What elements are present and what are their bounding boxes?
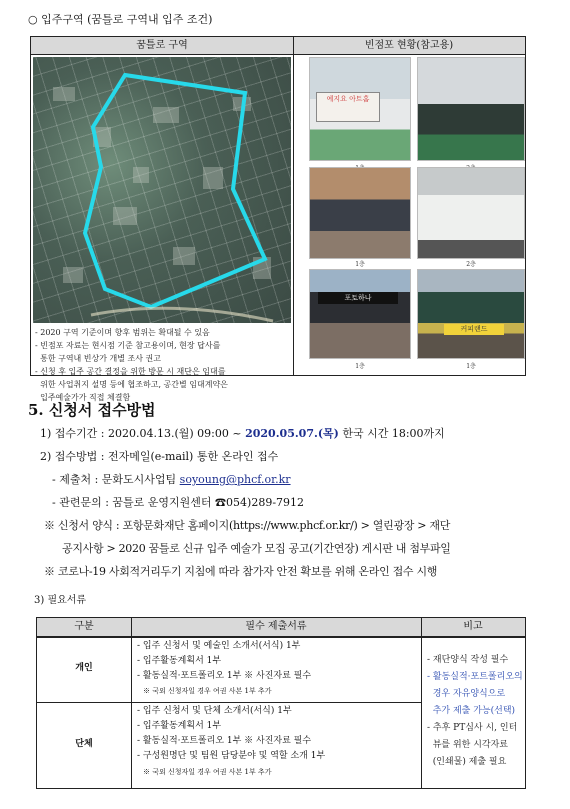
table-divider bbox=[293, 37, 294, 375]
col-divider bbox=[131, 618, 132, 788]
form-note-line1: ※ 신청서 양식 : 포항문화재단 홈페이지(https://www.phcf.or.kr/) > 열린광장 > 재단 bbox=[44, 519, 451, 532]
remark-line: 추가 제출 가능(선택) bbox=[427, 706, 516, 716]
method-line: 2) 접수방법 : 전자메일(e-mail) 통한 온라인 접수 bbox=[40, 450, 279, 463]
remarks-cell bbox=[427, 652, 523, 771]
doc-item: - 입주활동계획서 1부 bbox=[137, 656, 222, 666]
remark-line: - 추후 PT심사 시, 인터 bbox=[427, 723, 518, 733]
col-header-vacant: 빈점포 현황(참고용) bbox=[293, 37, 525, 55]
period-deadline: 2020.05.07.(목) bbox=[245, 427, 339, 440]
note-line: - 2020 구역 기준이며 향후 범위는 확대될 수 있음 bbox=[35, 328, 210, 337]
col-header-remarks: 비고 bbox=[421, 618, 525, 636]
note-line: - 신청 후 입주 공간 결정을 위한 방문 시 재단은 임대를 bbox=[35, 367, 226, 376]
shop-sign: 포토하나 bbox=[318, 292, 398, 304]
note-line: 위한 사업취지 설명 등에 협조하고, 공간별 임대계약은 bbox=[35, 380, 228, 389]
form-note-line2: 공지사항 > 2020 꿈틀로 신규 입주 예술가 모집 공고(기간연장) 게시판 내 첨부파일 bbox=[62, 542, 451, 555]
col-header-category: 구분 bbox=[37, 618, 131, 636]
col-header-documents: 필수 제출서류 bbox=[131, 618, 421, 636]
category-individual: 개인 bbox=[75, 663, 93, 673]
area-table bbox=[30, 36, 526, 402]
vacant-photo-3 bbox=[309, 167, 411, 259]
photo-caption: 1층 bbox=[355, 363, 365, 370]
vacant-photo-4 bbox=[417, 167, 525, 259]
covid-note: ※ 코로나-19 사회적거리두기 지침에 따라 참가자 안전 확보를 위해 온라인 접수 시행 bbox=[44, 565, 438, 578]
doc-item: - 활동실적·포트폴리오 1부 ※ 사진자료 필수 bbox=[137, 671, 312, 681]
vacant-photo-2 bbox=[417, 57, 525, 161]
note-line: 통한 구역내 빈상가 개별 조사 권고 bbox=[35, 354, 161, 363]
doc-item: - 구성원명단 및 팀원 담당분야 및 역할 소개 1부 bbox=[137, 751, 326, 761]
area-map-image bbox=[33, 57, 291, 323]
doc-item: - 입주 신청서 및 예술인 소개서(서식) 1부 bbox=[137, 641, 301, 651]
row-divider bbox=[37, 702, 421, 703]
contact-line: - 관련문의 : 꿈틀로 운영지원센터 ☎054)289-7912 bbox=[52, 496, 305, 509]
area-notes bbox=[35, 326, 291, 404]
remark-line: 경우 자유양식으로 bbox=[427, 689, 506, 699]
photo-caption: 2층 bbox=[466, 261, 476, 268]
category-group: 단체 bbox=[75, 739, 93, 749]
vacant-photo-6 bbox=[417, 269, 525, 359]
area-boundary bbox=[33, 57, 291, 323]
remark-line: (인쇄물) 제출 필요 bbox=[427, 757, 507, 767]
required-docs-table bbox=[36, 617, 526, 789]
vacant-photo-5 bbox=[309, 269, 411, 359]
doc-item: - 활동실적·포트폴리오 1부 ※ 사진자료 필수 bbox=[137, 736, 312, 746]
remark-line: - 재단양식 작성 필수 bbox=[427, 655, 509, 665]
header-rule bbox=[37, 636, 525, 638]
photo-caption: 1층 bbox=[466, 363, 476, 370]
submit-email-link[interactable]: soyoung@phcf.or.kr bbox=[179, 473, 291, 486]
period-tail: 한국 시간 18:00까지 bbox=[338, 427, 445, 440]
area-heading: ○ 입주구역 (꿈틀로 구역내 입주 조건) bbox=[28, 13, 213, 26]
period-line bbox=[40, 427, 445, 441]
vacant-photo-1 bbox=[309, 57, 411, 161]
shop-sign: 커피랜드 bbox=[444, 324, 504, 335]
required-docs-heading: 3) 필요서류 bbox=[34, 595, 87, 606]
col-divider bbox=[421, 618, 422, 788]
remark-line: - 활동실적·포트폴리오의 bbox=[427, 672, 523, 682]
note-line: 입주예술가가 직접 체결함 bbox=[35, 393, 131, 402]
note-line: - 빈점포 자료는 현시점 기준 참고용이며, 현장 답사를 bbox=[35, 341, 221, 350]
shop-sign: 예지요 아트홈 bbox=[316, 92, 380, 122]
col-header-area: 꿈틀로 구역 bbox=[31, 37, 293, 55]
remark-line: 뷰를 위한 시각자료 bbox=[427, 740, 508, 750]
period-label: 1) 접수기간 : 2020.04.13.(월) 09:00 ~ bbox=[40, 427, 246, 440]
section-title: 5. 신청서 접수방법 bbox=[28, 401, 156, 419]
doc-item: - 입주활동계획서 1부 bbox=[137, 721, 222, 731]
doc-footnote: ※ 국외 신청자일 경우 여권 사본 1부 추가 bbox=[143, 687, 272, 695]
doc-item: - 입주 신청서 및 단체 소개서(서식) 1부 bbox=[137, 706, 292, 716]
submit-line bbox=[52, 473, 291, 487]
photo-caption: 1층 bbox=[355, 261, 365, 268]
submit-label: - 제출처 : 문화도시사업팀 bbox=[52, 473, 180, 486]
doc-footnote: ※ 국외 신청자일 경우 여권 사본 1부 추가 bbox=[143, 768, 272, 776]
